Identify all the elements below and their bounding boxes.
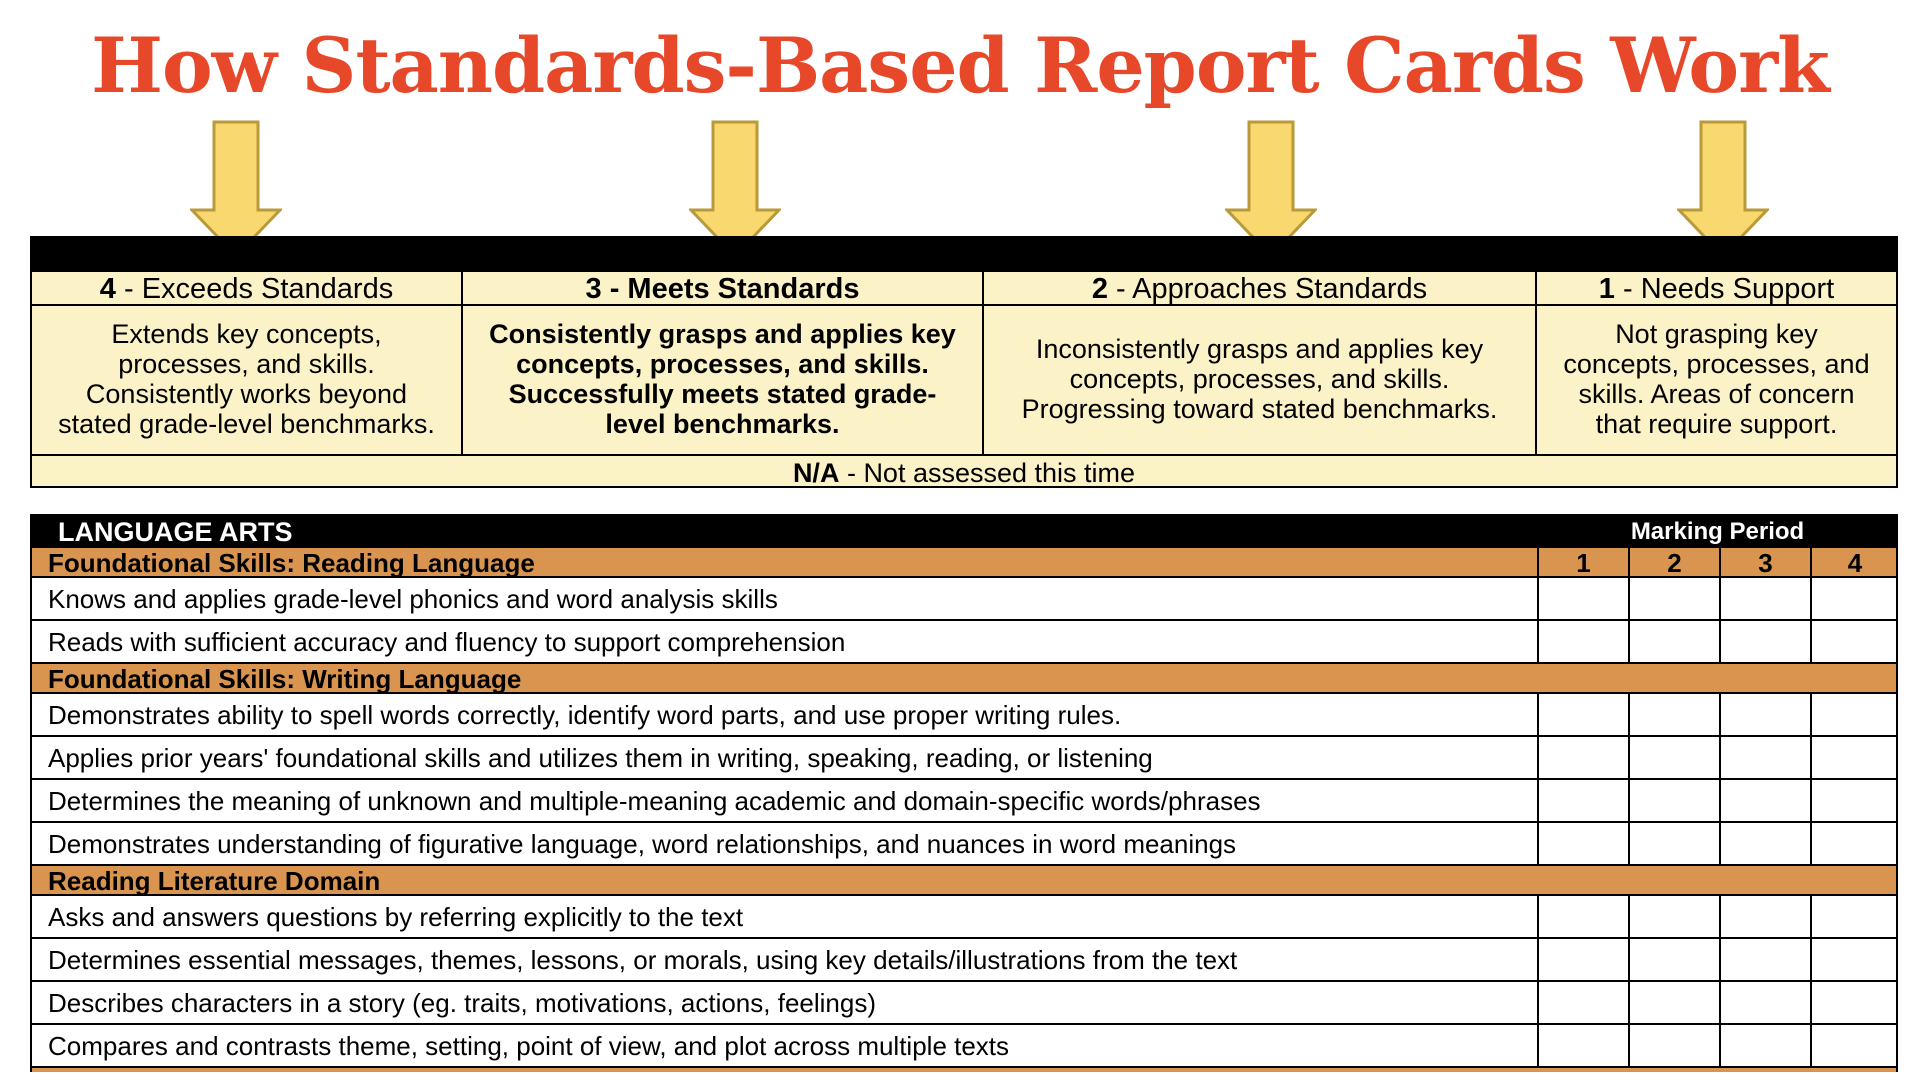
grade-cell[interactable] (1628, 939, 1719, 980)
grade-cell[interactable] (1719, 1025, 1810, 1066)
section-title: Foundational Skills: Reading Language (48, 548, 535, 578)
subject-title: LANGUAGE ARTS (58, 517, 293, 547)
grade-cell[interactable] (1628, 823, 1719, 864)
grading-scale-legend (30, 236, 1898, 488)
grade-cell[interactable] (1537, 982, 1628, 1023)
standard-description: Asks and answers questions by referring explicitly to the text (48, 902, 744, 932)
grade-cell[interactable] (1810, 621, 1898, 662)
legend-name: Needs Support (1640, 273, 1835, 305)
grade-cell[interactable] (1537, 621, 1628, 662)
grade-cell[interactable] (1810, 737, 1898, 778)
section-title: Foundational Skills: Writing Language (48, 664, 522, 694)
grade-cell[interactable] (1628, 780, 1719, 821)
table-row (32, 780, 1896, 823)
legend-score: 4 (99, 273, 116, 305)
grade-cell[interactable] (1537, 780, 1628, 821)
grade-cell[interactable] (1719, 823, 1810, 864)
language-arts-table (30, 514, 1898, 1072)
period-number: 3 (1719, 548, 1810, 576)
grade-cell[interactable] (1628, 621, 1719, 662)
grade-cell[interactable] (1810, 780, 1898, 821)
section-title: Reading Literature Domain (48, 866, 381, 896)
legend-description: Extends key concepts, processes, and skills. Consistently works beyond stated grade-level benchmarks. (58, 319, 435, 439)
standard-description: Applies prior years' foundational skills and utilizes them in writing, speaking, reading, or listening (48, 743, 1153, 773)
standard-description: Compares and contrasts theme, setting, point of view, and plot across multiple texts (48, 1031, 1010, 1061)
grade-cell[interactable] (1719, 939, 1810, 980)
grade-cell[interactable] (1719, 621, 1810, 662)
section-header (32, 866, 1896, 896)
standard-description: Demonstrates ability to spell words correctly, identify word parts, and use proper writing rules. (48, 700, 1122, 730)
table-row (32, 823, 1896, 866)
grade-cell[interactable] (1628, 1025, 1719, 1066)
grade-cell[interactable] (1810, 982, 1898, 1023)
legend-header-bar (32, 238, 1896, 272)
section-header (32, 664, 1896, 694)
grade-cell[interactable] (1719, 578, 1810, 619)
legend-heading: 2 - Approaches Standards (984, 272, 1535, 306)
bottom-strip (32, 1068, 1896, 1072)
grade-cell[interactable] (1537, 939, 1628, 980)
grade-cell[interactable] (1719, 780, 1810, 821)
legend-score: 1 (1598, 273, 1615, 305)
standard-description: Knows and applies grade-level phonics and word analysis skills (48, 584, 778, 614)
grade-cell[interactable] (1537, 578, 1628, 619)
standard-description: Describes characters in a story (eg. traits, motivations, actions, feelings) (48, 988, 876, 1018)
table-row (32, 939, 1896, 982)
table-row (32, 737, 1896, 780)
legend-column-2 (984, 272, 1537, 454)
grade-cell[interactable] (1719, 737, 1810, 778)
na-text: Not assessed this time (863, 458, 1136, 488)
section-header (32, 548, 1896, 578)
grade-cell[interactable] (1810, 939, 1898, 980)
standard-description: Determines the meaning of unknown and multiple-meaning academic and domain-specific words/phrases (48, 786, 1261, 816)
grade-cell[interactable] (1628, 578, 1719, 619)
table-row (32, 982, 1896, 1025)
legend-score: 3 (585, 273, 602, 305)
legend-not-assessed: N/A - Not assessed this time (32, 454, 1896, 488)
legend-description: Not grasping key concepts, processes, and skills. Areas of concern that require support. (1563, 319, 1870, 439)
grade-cell[interactable] (1628, 694, 1719, 735)
standard-description: Determines essential messages, themes, lessons, or morals, using key details/illustrations from the text (48, 945, 1238, 975)
grade-cell[interactable] (1628, 896, 1719, 937)
legend-column-1 (1537, 272, 1896, 454)
legend-heading: 4 - Exceeds Standards (32, 272, 461, 306)
page-title: How Standards-Based Report Cards Work (91, 21, 1829, 110)
grade-cell[interactable] (1537, 896, 1628, 937)
legend-heading: 3 - Meets Standards (463, 272, 982, 306)
period-number: 1 (1537, 548, 1628, 576)
marking-period-label: Marking Period (1630, 518, 1805, 545)
legend-column-4 (32, 272, 463, 454)
table-row (32, 621, 1896, 664)
legend-name: Approaches Standards (1132, 273, 1428, 305)
grade-cell[interactable] (1537, 737, 1628, 778)
grade-cell[interactable] (1537, 1025, 1628, 1066)
table-row (32, 896, 1896, 939)
grade-cell[interactable] (1719, 694, 1810, 735)
grade-cell[interactable] (1628, 982, 1719, 1023)
period-number: 2 (1628, 548, 1719, 576)
grade-cell[interactable] (1810, 1025, 1898, 1066)
legend-name: Exceeds Standards (141, 273, 394, 305)
table-row (32, 578, 1896, 621)
na-code: N/A (792, 458, 840, 488)
period-number: 4 (1810, 548, 1898, 576)
grade-cell[interactable] (1810, 823, 1898, 864)
legend-heading: 1 - Needs Support (1537, 272, 1896, 306)
grade-cell[interactable] (1719, 982, 1810, 1023)
table-row (32, 1025, 1896, 1068)
grade-cell[interactable] (1810, 896, 1898, 937)
legend-score: 2 (1091, 273, 1108, 305)
grade-cell[interactable] (1719, 896, 1810, 937)
legend-name: Meets Standards (627, 273, 860, 305)
legend-description: Inconsistently grasps and applies key concepts, processes, and skills. Progressing toward stated benchmarks. (1021, 334, 1498, 424)
grade-cell[interactable] (1628, 737, 1719, 778)
period-numbers (1537, 548, 1898, 576)
standard-description: Demonstrates understanding of figurative language, word relationships, and nuances in word meanings (48, 829, 1237, 859)
grade-cell[interactable] (1810, 578, 1898, 619)
legend-column-3 (463, 272, 984, 454)
table-row (32, 694, 1896, 737)
table-header (32, 514, 1896, 548)
legend-description: Consistently grasps and applies key concepts, processes, and skills. Successfully meets stated grade-level benchmarks. (489, 319, 956, 439)
grade-cell[interactable] (1537, 694, 1628, 735)
grade-cell[interactable] (1537, 823, 1628, 864)
grade-cell[interactable] (1810, 694, 1898, 735)
standard-description: Reads with sufficient accuracy and fluency to support comprehension (48, 627, 846, 657)
